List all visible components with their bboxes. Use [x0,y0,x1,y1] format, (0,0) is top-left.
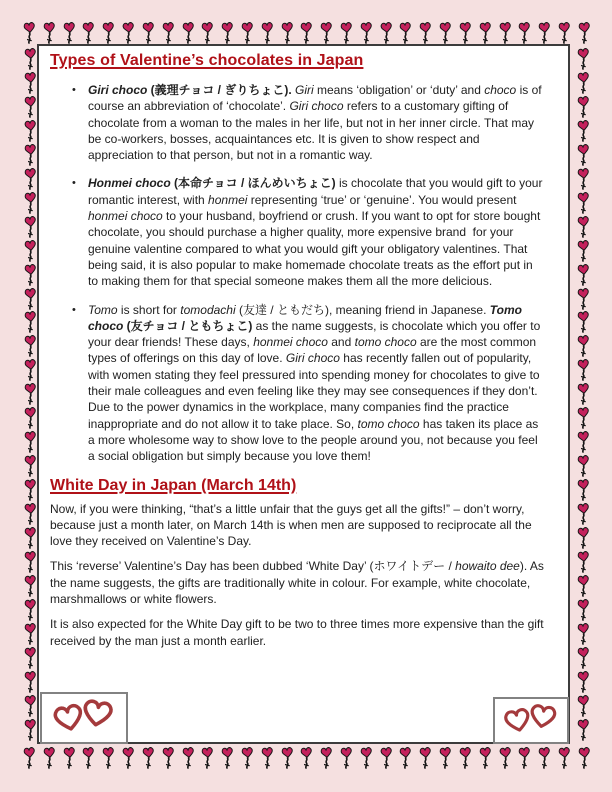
heart-pin-icon [576,71,591,94]
heart-pin-icon [438,746,453,769]
heart-pin-icon [260,746,275,769]
heart-pin-icon [23,71,38,94]
heart-pin-icon [576,239,591,262]
heart-pin-icon [121,746,136,769]
heart-pin-icon [23,526,38,549]
heart-pin-icon [576,47,591,70]
text-segment: and [327,335,355,350]
heart-pin-icon [576,430,591,453]
heart-pin-icon [81,746,96,769]
text-segment: honmei choco [253,335,328,350]
heart-pin-icon [23,646,38,669]
heart-pin-icon [22,746,37,769]
double-hearts-icon [496,700,566,741]
heart-pin-icon [161,21,176,44]
heart-pin-icon [576,95,591,118]
heart-pin-icon [576,622,591,645]
heart-pin-icon [121,21,136,44]
heart-pin-icon [280,746,295,769]
heart-pin-icon [517,21,532,44]
text-segment: (義理チョコ / ぎりちょこ). [147,83,295,97]
double-hearts-box-left [40,692,128,744]
heart-pin-icon [537,746,552,769]
heart-border-top [22,21,592,45]
heart-pin-icon [576,646,591,669]
heart-border-right [576,47,592,741]
heart-pin-icon [23,478,38,501]
text-segment: honmei [208,192,248,207]
heart-pin-icon [23,694,38,717]
heart-pin-icon [23,47,38,70]
heart-pin-icon [101,746,116,769]
heart-pin-icon [576,167,591,190]
heart-pin-icon [299,21,314,44]
text-segment: (友達 / ともだち), meaning friend in Japanese. [235,302,490,317]
text-segment: honmei choco [88,209,163,224]
heart-pin-icon [319,21,334,44]
heart-pin-icon [576,670,591,693]
section-title-chocolates: Types of Valentine’s chocolates in Japan [50,52,364,69]
heart-pin-icon [23,310,38,333]
heart-pin-icon [23,430,38,453]
text-segment: as the name suggests, is chocolate which you offer to your dear friends! These days, [88,318,544,350]
heart-pin-icon [23,670,38,693]
heart-pin-icon [576,598,591,621]
heart-pin-icon [23,215,38,238]
heart-pin-icon [576,718,591,741]
heart-pin-icon [23,622,38,645]
text-segment: Now, if you were thinking, “that’s a little unfair that the guys get all the gifts!” – don’t worry, because just a month later, on March 14th is when men are supposed to reciprocate all the love they received on Valentine’s Day. [50,501,535,549]
text-segment: tomodachi [180,302,236,317]
heart-pin-icon [23,143,38,166]
heart-pin-icon [537,21,552,44]
heart-pin-icon [280,21,295,44]
text-segment: It is also expected for the White Day gift to be two to three times more expensive than the gift received by the man just a month earlier. [50,617,547,648]
heart-pin-icon [398,746,413,769]
heart-pin-icon [398,21,413,44]
bullet-list [70,82,560,465]
heart-pin-icon [418,21,433,44]
heart-pin-icon [576,263,591,286]
heart-pin-icon [240,746,255,769]
text-segment: Tomo [88,302,118,317]
double-hearts-icon [44,695,124,741]
heart-pin-icon [517,746,532,769]
heart-pin-icon [260,21,275,44]
heart-pin-icon [458,746,473,769]
heart-pin-icon [359,746,374,769]
heart-pin-icon [81,21,96,44]
text-segment: refers to a customary gifting of chocolate from a woman to the males in her life, but not in her inner circle. That may be co-workers, bosses, acquaintances etc. It is given to show respect and appreciation to that person, but not in a romantic way. [88,99,538,163]
heart-pin-icon [576,406,591,429]
heart-pin-icon [23,454,38,477]
heart-border-bottom [22,746,592,770]
bullet-item [70,175,560,289]
heart-pin-icon [576,310,591,333]
text-segment: Giri choco [289,99,344,114]
text-segment: Honmei choco [88,176,171,191]
text-segment: is short for [117,302,181,317]
text-segment: is chocolate that you would gift to your romantic interest, with [88,176,546,207]
heart-pin-icon [359,21,374,44]
heart-pin-icon [557,21,572,44]
heart-pin-icon [23,191,38,214]
text-segment: This ‘reverse’ Valentine’s Day has been dubbed ‘White Day’ (ホワイトデー / [50,559,456,574]
heart-pin-icon [42,21,57,44]
text-segment: representing ‘true’ or ‘genuine’. You would present [247,192,520,207]
heart-pin-icon [576,478,591,501]
text-segment: to your husband, boyfriend or crush. If you want to opt for store bought chocolate, you should purchase a higher quality, more expensive brand for your genuine valentine compared to what you would gift your obligatory valentines. That being said, it is also popular to make homemade chocolate treats as the effort put in to making them for that special someone makes them all the more delicious. [88,209,544,289]
heart-pin-icon [161,746,176,769]
heart-pin-icon [557,746,572,769]
text-segment: Giri [294,83,314,97]
heart-pin-icon [23,550,38,573]
heart-pin-icon [577,746,592,769]
heart-pin-icon [23,574,38,597]
heart-pin-icon [141,746,156,769]
heart-pin-icon [576,191,591,214]
heart-pin-icon [23,382,38,405]
heart-pin-icon [62,746,77,769]
heart-pin-icon [576,287,591,310]
text-segment: Giri choco [285,351,340,366]
heart-pin-icon [220,21,235,44]
heart-pin-icon [577,21,592,44]
heart-pin-icon [23,358,38,381]
heart-pin-icon [23,95,38,118]
heart-pin-icon [299,746,314,769]
heart-pin-icon [478,21,493,44]
heart-pin-icon [319,746,334,769]
text-segment: means ‘obligation’ or ‘duty’ and [313,83,485,97]
text-segment: ). As the name suggests, the gifts are traditionally white in colour. For example, white chocolate, marshmallows or white flowers. [50,559,548,607]
heart-pin-icon [42,746,57,769]
heart-pin-icon [498,746,513,769]
heart-pin-icon [576,358,591,381]
heart-pin-icon [23,406,38,429]
heart-pin-icon [576,550,591,573]
text-segment: are the most common types of offerings on this day of love. [88,335,540,366]
heart-pin-icon [23,598,38,621]
heart-pin-icon [23,334,38,357]
heart-pin-icon [576,119,591,142]
heart-pin-icon [62,21,77,44]
heart-pin-icon [379,746,394,769]
heart-pin-icon [379,21,394,44]
heart-pin-icon [23,287,38,310]
bullet-marker: • [72,84,76,96]
text-segment: (本命チョコ / ほんめいちょこ) [170,176,336,191]
heart-pin-icon [576,215,591,238]
heart-pin-icon [576,502,591,525]
heart-pin-icon [101,21,116,44]
text-segment: has recently fallen out of popularity, with women stating they feel pressured into spending money for chocolates to give to their male colleagues and even feeling like they may see consequences if they don’t. Due to the power dynamics in the workplace, many companies find the practice inappropriate and do not allow it to take place. So, [88,351,543,431]
heart-pin-icon [141,21,156,44]
heart-pin-icon [181,746,196,769]
heart-pin-icon [22,21,37,44]
text-segment: is of course an abbreviation of ‘chocolate’. [88,83,545,114]
heart-pin-icon [23,718,38,741]
heart-pin-icon [23,263,38,286]
heart-pin-icon [181,21,196,44]
text-segment: has taken its place as a more wholesome way to show love to the people around you, not because you feel a social obligation but simply because you love them! [88,416,542,464]
text-segment: Tomo choco [88,302,526,333]
heart-pin-icon [576,526,591,549]
heart-pin-icon [576,694,591,717]
heart-pin-icon [498,21,513,44]
bullet-marker: • [72,177,76,190]
heart-pin-icon [576,454,591,477]
heart-pin-icon [23,239,38,262]
text-segment: choco [484,83,517,97]
heart-pin-icon [339,21,354,44]
heart-pin-icon [576,334,591,357]
text-segment: howaito dee [455,559,520,574]
heart-pin-icon [339,746,354,769]
heart-pin-icon [220,746,235,769]
heart-pin-icon [576,143,591,166]
section-title-white-day: White Day in Japan (March 14th) [50,476,297,494]
paragraph [50,616,560,649]
heart-pin-icon [23,119,38,142]
paragraph [50,501,560,550]
heart-pin-icon [576,382,591,405]
heart-pin-icon [23,167,38,190]
double-hearts-box-right [493,697,569,744]
heart-pin-icon [438,21,453,44]
heart-pin-icon [23,502,38,525]
heart-pin-icon [576,574,591,597]
bullet-item [70,82,560,163]
paragraph [50,558,560,607]
bullet-item [70,302,560,465]
text-segment: (友チョコ / ともちょこ) [123,318,253,333]
heart-pin-icon [418,746,433,769]
white-day-paragraphs [50,501,560,649]
text-segment: Giri choco [88,83,148,97]
text-segment: tomo choco [357,416,420,431]
bullet-marker: • [72,303,76,316]
text-segment: tomo choco [354,335,417,350]
heart-pin-icon [478,746,493,769]
heart-pin-icon [240,21,255,44]
heart-pin-icon [200,746,215,769]
content-box [37,44,570,744]
heart-pin-icon [200,21,215,44]
heart-pin-icon [458,21,473,44]
